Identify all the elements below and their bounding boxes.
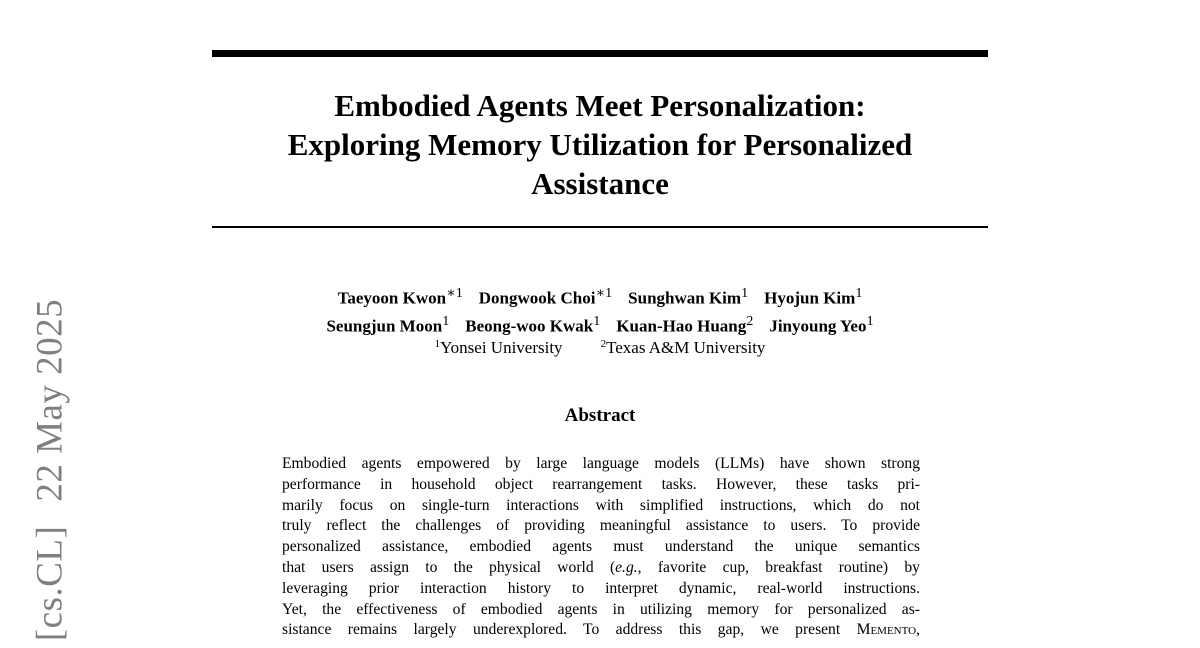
system-name: Memento	[856, 621, 917, 639]
author-block	[212, 282, 988, 359]
author-line	[212, 282, 988, 310]
arxiv-category: [cs.CL]	[29, 525, 71, 642]
author-mark: 1	[741, 285, 749, 301]
abstract-heading: Abstract	[564, 405, 636, 426]
author-name: Kuan-Hao Huang	[616, 316, 747, 336]
abstract-line: marily focus on single-turn interactions with simplified instructions, which do not	[282, 496, 920, 514]
author-mark: 1	[866, 312, 874, 329]
abstract-text: sistance remains largely underexplored. To address this gap, we present	[282, 621, 857, 639]
affiliation-name: Yonsei University	[440, 338, 563, 358]
author-mark: 1	[442, 312, 450, 329]
abstract-line: Yet, the effectiveness of embodied agents in utilizing memory for personalized as-	[282, 600, 920, 618]
author-mark: 2	[746, 312, 754, 329]
affiliation-line	[212, 337, 988, 359]
abstract-line: leveraging prior interaction history to interpret dynamic, real-world instructions.	[282, 579, 920, 597]
abstract-line: truly reflect the challenges of providing meaningful assistance to users. To provide	[282, 517, 920, 535]
affiliation-mark: 1	[434, 338, 441, 351]
abstract-line	[282, 620, 920, 641]
title-top-rule	[212, 50, 988, 57]
author-name: Sunghwan Kim	[628, 288, 742, 308]
author-name: Dongwook Choi	[478, 288, 596, 308]
author-mark: ∗1	[595, 285, 613, 301]
author-name: Hyojun Kim	[764, 288, 856, 308]
abstract-text: , favorite cup, breakfast routine) by	[637, 558, 920, 576]
title-line: Embodied Agents Meet Personalization:	[334, 88, 866, 123]
author-line	[212, 310, 988, 338]
affiliation-mark: 2	[600, 338, 607, 351]
author-mark: 1	[855, 285, 863, 301]
affiliation-name: Texas A&M University	[606, 338, 766, 358]
abstract-line: personalized assistance, embodied agents must understand the unique semantics	[282, 538, 920, 556]
title-line: Assistance	[531, 166, 669, 201]
abstract-body	[282, 454, 920, 641]
abstract-emphasis: e.g.	[615, 558, 638, 576]
author-name: Seungjun Moon	[326, 316, 443, 336]
author-name: Jinyoung Yeo	[769, 316, 867, 336]
abstract-line: Embodied agents empowered by large language models (LLMs) have shown strong	[282, 455, 920, 472]
author-name: Beong-woo Kwak	[465, 316, 594, 336]
title-bottom-rule	[212, 226, 988, 228]
author-mark: ∗1	[446, 285, 463, 301]
abstract-line	[282, 558, 920, 579]
arxiv-watermark	[29, 299, 72, 641]
abstract-text: ,	[916, 621, 920, 639]
abstract-line: performance in household object rearrangement tasks. However, these tasks pri-	[282, 475, 920, 493]
author-name: Taeyoon Kwon	[337, 288, 447, 308]
paper-title	[212, 86, 988, 203]
arxiv-date: 22 May 2025	[29, 298, 71, 502]
author-mark: 1	[593, 312, 601, 329]
title-line: Exploring Memory Utilization for Personalized	[287, 127, 913, 162]
abstract-text: that users assign to the physical world (	[282, 558, 616, 576]
